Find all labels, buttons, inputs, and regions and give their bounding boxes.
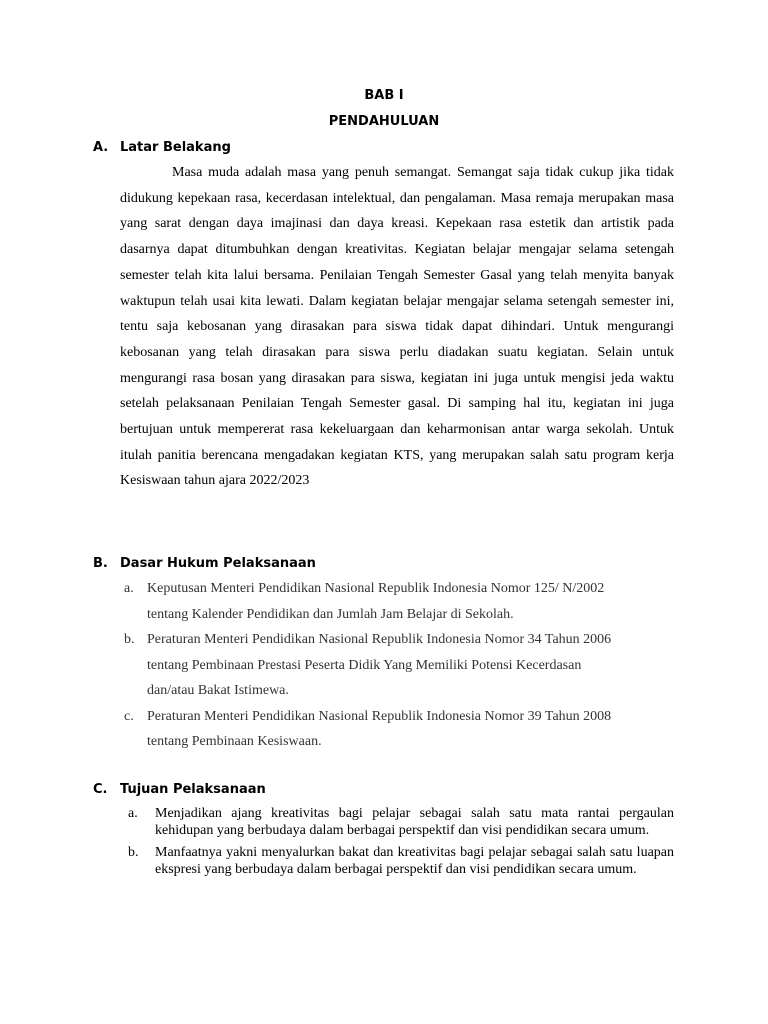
list-marker: a. [124,581,134,596]
list-item [128,806,674,839]
list-item [128,845,674,878]
objectives-list [128,806,674,884]
list-marker: c. [124,708,134,724]
list-item-line: tentang Kalender Pendidikan dan Jumlah Jam Belajar di Sekolah. [147,606,514,622]
background-paragraph: Masa muda adalah masa yang penuh semangat. Semangat saja tidak cukup jika tidak didukung kepekaan rasa, kecerdasan intelektual, dan pengalaman. Masa remaja merupakan masa yang sarat dengan daya imajinasi dan daya kreasi. Kepekaan rasa estetik dan artistik pada dasarnya dapat ditumbuhkan dengan kreativitas. Kegiatan belajar mengajar selama setengah semester telah kita lalui bersama. Penilaian Tengah Semester Gasal yang telah menyita banyak waktupun telah usai kita lewati. Dalam kegiatan belajar mengajar selama setengah semester ini, tentu saja kebosanan yang dirasakan para siswa tidak dapat dihindari. Untuk mengurangi kebosanan yang telah dirasakan para siswa perlu diadakan suatu kegiatan. Selain untuk mengurangi rasa bosan yang dirasakan para siswa, kegiatan ini juga untuk mengisi jeda waktu setelah pelaksanaan Penilaian Tengah Semester gasal. Di samping hal itu, kegiatan ini juga bertujuan untuk mempererat rasa kekeluargaan dan keharmonisan antar warga sekolah. Untuk itulah panitia berencana mengadakan kegiatan KTS, yang merupakan salah satu program kerja Kesiswaan tahun ajara 2022/2023 [120,165,674,489]
section-a-title: Latar Belakang [120,140,231,155]
section-a-letter: A. [93,140,109,155]
section-c-heading [93,782,266,797]
section-c-title: Tujuan Pelaksanaan [120,782,266,797]
list-item-line: tentang Pembinaan Kesiswaan. [147,734,322,749]
legal-basis-list [120,576,680,755]
list-item-line: Peraturan Menteri Pendidikan Nasional Republik Indonesia Nomor 34 Tahun 2006 [147,632,612,647]
chapter-number: BAB I [364,88,404,103]
chapter-title: PENDAHULUAN [328,114,440,129]
list-item [120,627,680,704]
list-marker: a. [128,806,138,821]
list-marker: b. [128,845,139,861]
section-b-letter: B. [93,556,108,571]
list-item-line: Keputusan Menteri Pendidikan Nasional Republik Indonesia Nomor 125/ N/2002 [147,581,605,596]
list-item-line: tentang Pembinaan Prestasi Peserta Didik Yang Memiliki Potensi Kecerdasan [147,657,582,673]
list-item-line: dan/atau Bakat Istimewa. [147,683,289,698]
list-item [120,704,680,755]
list-item-text: Manfaatnya yakni menyalurkan bakat dan kreativitas bagi pelajar sebagai salah satu luapan ekspresi yang berbudaya dalam berbagai perspektif dan visi pendidikan secara umum. [155,845,674,877]
section-a-heading [93,140,231,155]
list-item-line: Peraturan Menteri Pendidikan Nasional Republik Indonesia Nomor 39 Tahun 2008 [147,708,612,724]
section-b-heading [93,556,316,571]
section-b-title: Dasar Hukum Pelaksanaan [120,556,316,571]
list-item [120,576,680,627]
list-marker: b. [124,632,135,647]
section-c-letter: C. [93,782,108,797]
list-item-text: Menjadikan ajang kreativitas bagi pelajar sebagai salah satu mata rantai pergaulan kehidupan yang berbudaya dalam berbagai perspektif dan visi pendidikan secara umum. [155,806,674,838]
